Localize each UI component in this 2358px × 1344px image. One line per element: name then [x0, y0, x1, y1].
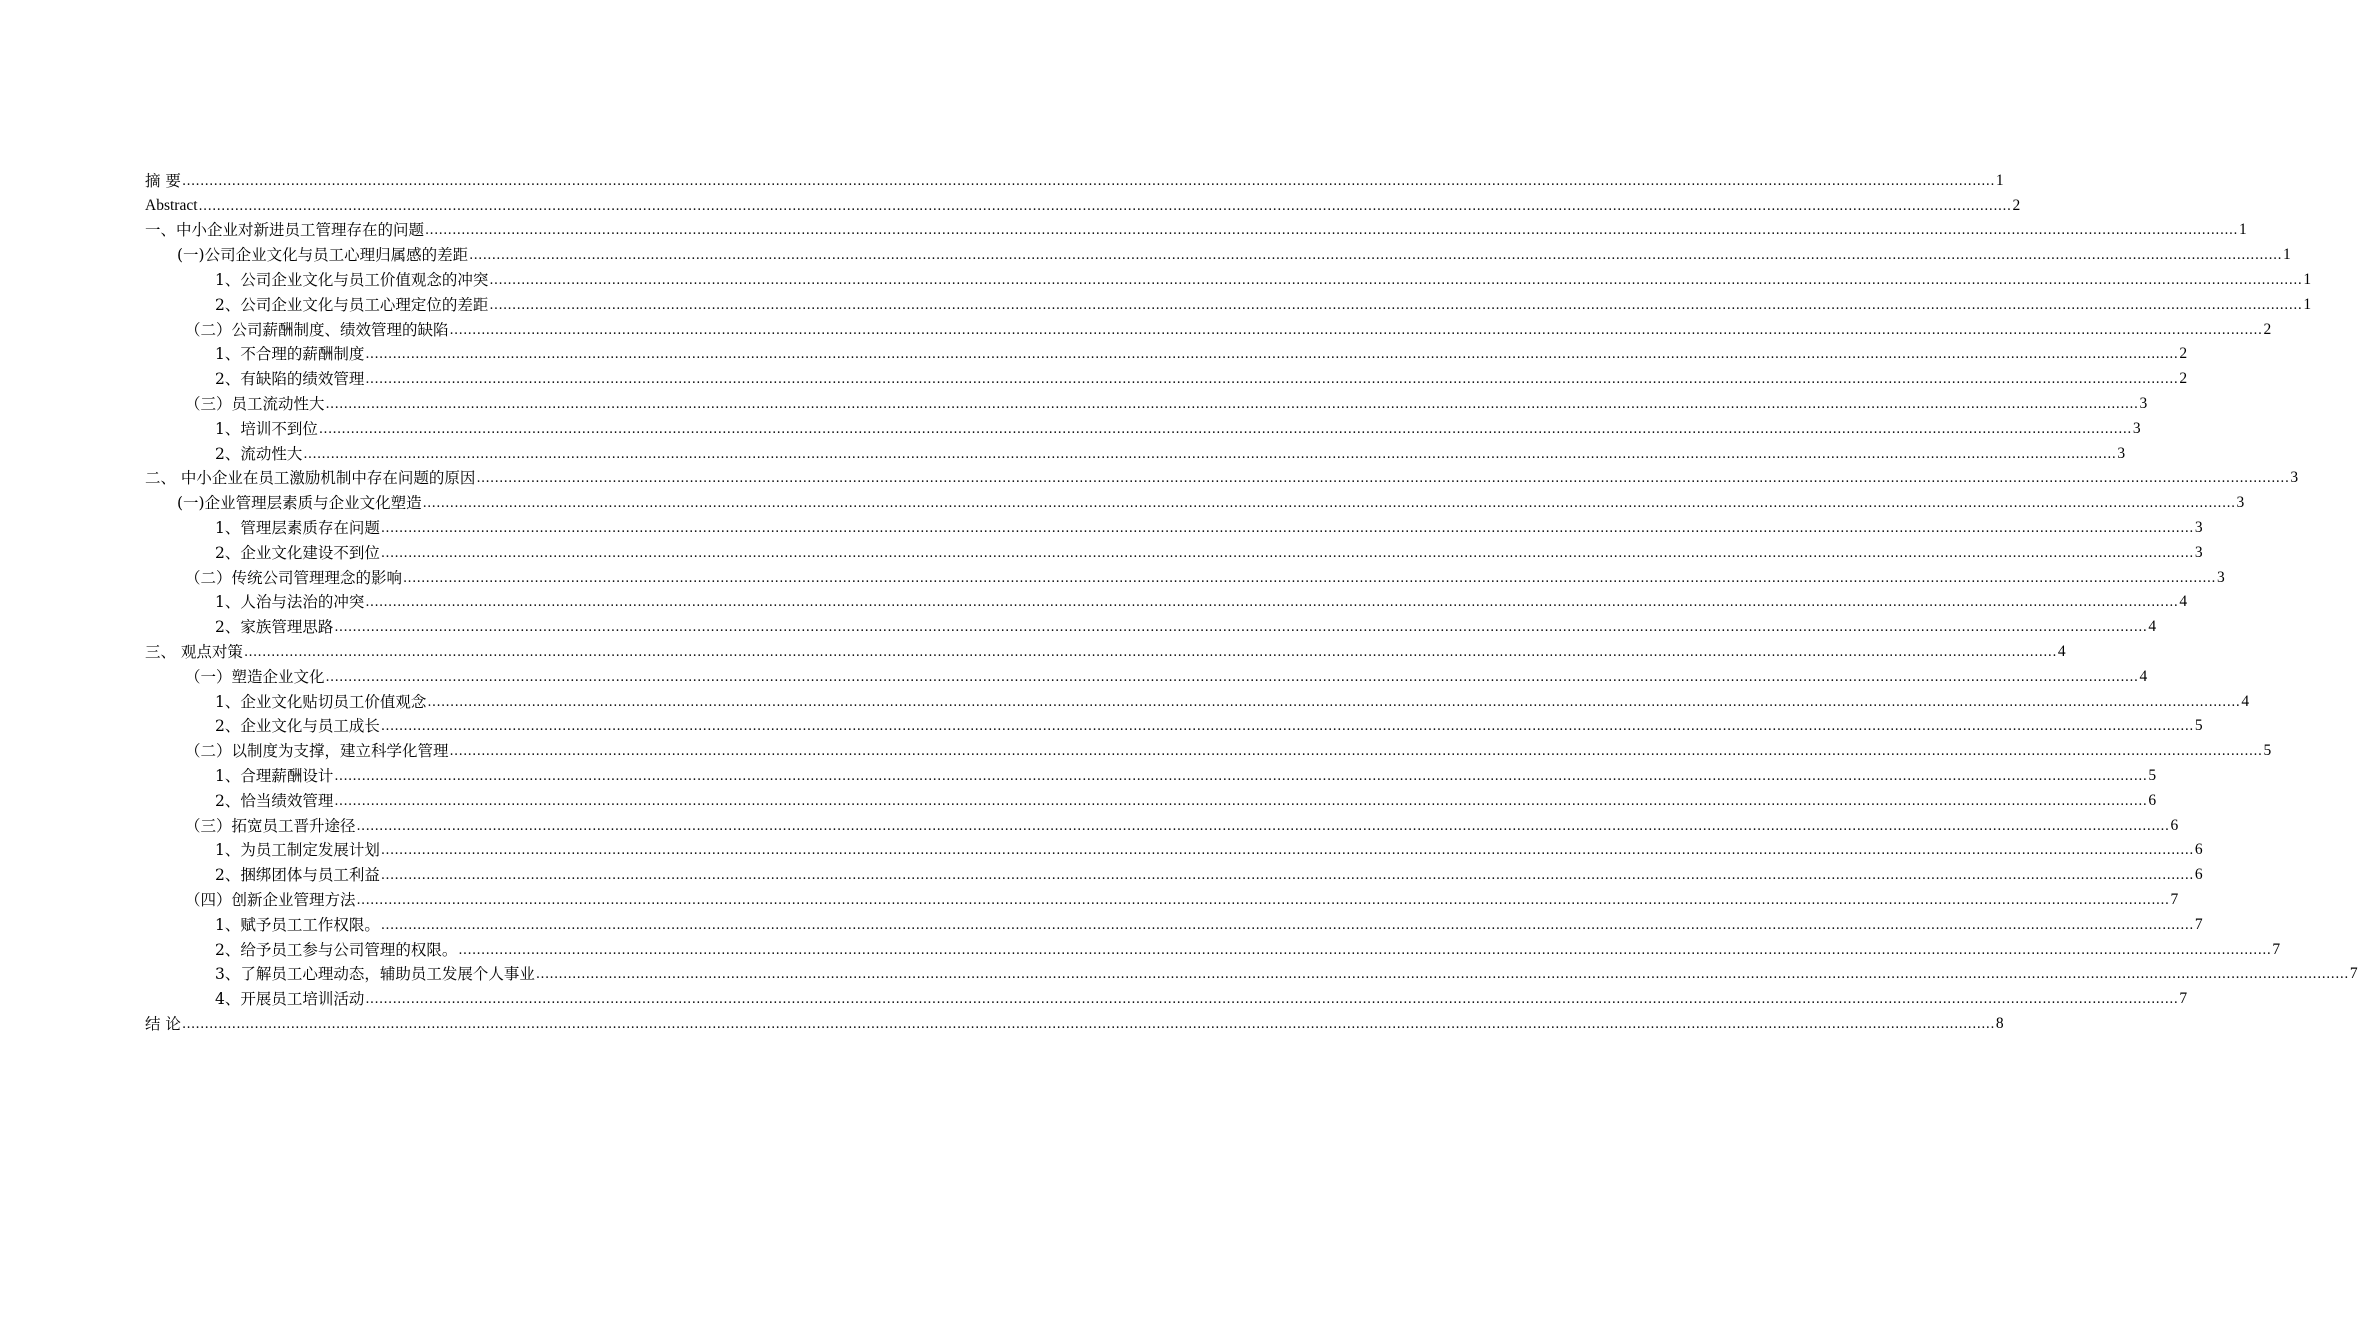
toc-entry[interactable] — [145, 389, 2148, 414]
toc-entry-page-number: 4 — [2179, 593, 2188, 611]
toc-dot-leader: ................................................................................................................................................................................................................................................................................................................................................................................................................ — [380, 868, 2194, 884]
toc-dot-leader: ................................................................................................................................................................................................................................................................................................................................................................................................................ — [380, 520, 2194, 536]
toc-entry-page-number: 6 — [2148, 791, 2157, 809]
toc-entry[interactable] — [145, 488, 2245, 513]
toc-dot-leader: ................................................................................................................................................................................................................................................................................................................................................................................................................ — [365, 595, 2179, 611]
toc-dot-leader: ................................................................................................................................................................................................................................................................................................................................................................................................................ — [318, 421, 2132, 437]
toc-dot-leader: ................................................................................................................................................................................................................................................................................................................................................................................................................ — [198, 198, 2012, 214]
toc-entry-title: Abstract — [145, 196, 198, 214]
toc-entry-page-number: 3 — [2290, 469, 2299, 487]
toc-entry[interactable] — [145, 885, 2179, 910]
toc-entry[interactable] — [145, 439, 2126, 464]
toc-entry[interactable] — [145, 315, 2272, 340]
toc-entry-page-number: 3 — [2194, 518, 2203, 536]
toc-dot-leader: ................................................................................................................................................................................................................................................................................................................................................................................................................ — [334, 620, 2148, 636]
toc-entry-page-number: 2 — [2012, 196, 2021, 214]
toc-entry[interactable] — [145, 340, 2188, 365]
toc-entry-page-number: 1 — [2303, 270, 2312, 288]
toc-entry-title: 1、公司企业文化与员工价值观念的冲突 — [215, 270, 489, 289]
toc-entry-page-number: 2 — [2179, 345, 2188, 363]
toc-entry-page-number: 3 — [2216, 568, 2225, 586]
toc-entry[interactable] — [145, 612, 2157, 637]
toc-entry-title: （二）以制度为支撑，建立科学化管理 — [185, 742, 449, 761]
toc-entry-page-number: 6 — [2170, 816, 2179, 834]
toc-dot-leader: ................................................................................................................................................................................................................................................................................................................................................................................................................ — [427, 694, 2241, 710]
toc-entry-title: 1、合理薪酬设计 — [215, 766, 334, 785]
toc-dot-leader: ................................................................................................................................................................................................................................................................................................................................................................................................................ — [449, 322, 2263, 338]
toc-dot-leader: ................................................................................................................................................................................................................................................................................................................................................................................................................ — [356, 818, 2170, 834]
toc-entry[interactable] — [145, 240, 2291, 265]
toc-entry[interactable] — [145, 265, 2312, 290]
toc-entry-title: 二、 中小企业在员工激励机制中存在问题的原因 — [145, 469, 476, 488]
toc-entry-page-number: 3 — [2194, 543, 2203, 561]
toc-entry[interactable] — [145, 687, 2250, 712]
toc-entry-title: 2、家族管理思路 — [215, 618, 334, 637]
toc-entry-title: （三）员工流动性大 — [185, 394, 325, 413]
toc-dot-leader: ................................................................................................................................................................................................................................................................................................................................................................................................................ — [449, 744, 2263, 760]
toc-entry-page-number: 7 — [2194, 915, 2203, 933]
toc-entry-title: 摘 要 — [145, 171, 181, 190]
toc-entry-title: （二）传统公司管理理念的影响 — [185, 568, 403, 587]
toc-entry-page-number: 1 — [2303, 295, 2312, 313]
toc-dot-leader: ................................................................................................................................................................................................................................................................................................................................................................................................................ — [489, 272, 2303, 288]
toc-entry[interactable] — [145, 166, 2004, 191]
toc-entry-page-number: 4 — [2057, 642, 2066, 660]
toc-entry[interactable] — [145, 290, 2312, 315]
toc-entry-page-number: 7 — [2170, 890, 2179, 908]
toc-entry-title: 1、人治与法治的冲突 — [215, 593, 365, 612]
toc-dot-leader: ................................................................................................................................................................................................................................................................................................................................................................................................................ — [365, 372, 2179, 388]
toc-entry-title: （三）拓宽员工晋升途径 — [185, 816, 356, 835]
toc-dot-leader: ................................................................................................................................................................................................................................................................................................................................................................................................................ — [243, 644, 2057, 660]
toc-entry-page-number: 2 — [2179, 370, 2188, 388]
toc-entry-title: 一、中小企业对新进员工管理存在的问题 — [145, 221, 425, 240]
toc-entry[interactable] — [145, 761, 2157, 786]
toc-entry-title: 4、开展员工培训活动 — [215, 990, 365, 1009]
toc-entry-page-number: 5 — [2194, 717, 2203, 735]
toc-entry-page-number: 7 — [2349, 965, 2358, 983]
toc-entry-title: 1、为员工制定发展计划 — [215, 841, 380, 860]
toc-dot-leader: ................................................................................................................................................................................................................................................................................................................................................................................................................ — [325, 396, 2139, 412]
toc-dot-leader: ................................................................................................................................................................................................................................................................................................................................................................................................................ — [469, 248, 2283, 264]
toc-entry-title: （四）创新企业管理方法 — [185, 890, 356, 909]
toc-entry[interactable] — [145, 836, 2203, 861]
toc-dot-leader: ................................................................................................................................................................................................................................................................................................................................................................................................................ — [422, 496, 2236, 512]
toc-dot-leader: ................................................................................................................................................................................................................................................................................................................................................................................................................ — [380, 545, 2194, 561]
toc-entry-title: (一)企业管理层素质与企业文化塑造 — [177, 494, 422, 513]
toc-entry[interactable] — [145, 364, 2188, 389]
toc-dot-leader: ................................................................................................................................................................................................................................................................................................................................................................................................................ — [489, 297, 2303, 313]
toc-entry-page-number: 3 — [2236, 494, 2245, 512]
toc-entry-title: 2、流动性大 — [215, 444, 303, 463]
toc-entry-title: 2、公司企业文化与员工心理定位的差距 — [215, 295, 489, 314]
toc-dot-leader: ................................................................................................................................................................................................................................................................................................................................................................................................................ — [365, 992, 2179, 1008]
toc-entry[interactable] — [145, 588, 2188, 613]
toc-entry-title: 1、不合理的薪酬制度 — [215, 345, 365, 364]
toc-dot-leader: ................................................................................................................................................................................................................................................................................................................................................................................................................ — [303, 446, 2117, 462]
toc-entry-page-number: 5 — [2263, 742, 2272, 760]
toc-entry[interactable] — [145, 191, 2021, 216]
toc-entry-page-number: 2 — [2263, 320, 2272, 338]
toc-entry-page-number: 3 — [2139, 394, 2148, 412]
toc-entry-title: 2、恰当绩效管理 — [215, 791, 334, 810]
toc-entry-title: 1、培训不到位 — [215, 419, 318, 438]
toc-dot-leader: ................................................................................................................................................................................................................................................................................................................................................................................................................ — [325, 669, 2139, 685]
toc-entry[interactable] — [145, 736, 2272, 761]
toc-entry-title: 2、企业文化与员工成长 — [215, 717, 380, 736]
toc-entry-title: 1、管理层素质存在问题 — [215, 518, 380, 537]
toc-entry-title: 1、企业文化贴切员工价值观念 — [215, 692, 427, 711]
toc-entry-page-number: 3 — [2117, 444, 2126, 462]
toc-entry-title: 3、了解员工心理动态，辅助员工发展个人事业 — [215, 965, 535, 984]
toc-entry[interactable] — [145, 935, 2281, 960]
toc-entry-page-number: 4 — [2139, 667, 2148, 685]
toc-entry[interactable] — [145, 811, 2179, 836]
toc-entry-page-number: 6 — [2194, 866, 2203, 884]
toc-dot-leader: ................................................................................................................................................................................................................................................................................................................................................................................................................ — [403, 570, 2216, 586]
toc-entry-title: （一）塑造企业文化 — [185, 667, 325, 686]
toc-entry-page-number: 1 — [1995, 171, 2004, 189]
toc-dot-leader: ................................................................................................................................................................................................................................................................................................................................................................................................................ — [380, 719, 2194, 735]
toc-entry[interactable] — [145, 1009, 2004, 1034]
toc-entry[interactable] — [145, 712, 2203, 737]
toc-entry[interactable] — [145, 860, 2203, 885]
toc-entry[interactable] — [145, 637, 2066, 662]
toc-entry-title: 结 论 — [145, 1014, 181, 1033]
toc-entry[interactable] — [145, 984, 2188, 1009]
toc-entry-page-number: 4 — [2148, 618, 2157, 636]
toc-entry-page-number: 5 — [2148, 766, 2157, 784]
toc-entry[interactable] — [145, 563, 2225, 588]
toc-entry[interactable] — [145, 464, 2299, 489]
toc-entry-page-number: 1 — [2238, 221, 2247, 239]
toc-dot-leader: ................................................................................................................................................................................................................................................................................................................................................................................................................ — [535, 967, 2349, 983]
toc-dot-leader: ................................................................................................................................................................................................................................................................................................................................................................................................................ — [181, 1016, 1995, 1032]
toc-entry-title: 1、赋予员工工作权限。 — [215, 915, 380, 934]
toc-dot-leader: ................................................................................................................................................................................................................................................................................................................................................................................................................ — [380, 917, 2194, 933]
toc-entry[interactable] — [145, 910, 2203, 935]
toc-entry[interactable] — [145, 216, 2247, 241]
toc-entry-title: 2、给予员工参与公司管理的权限。 — [215, 940, 458, 959]
toc-entry-page-number: 8 — [1995, 1014, 2004, 1032]
toc-entry[interactable] — [145, 538, 2203, 563]
toc-entry-page-number: 4 — [2241, 692, 2250, 710]
toc-entry[interactable] — [145, 960, 2358, 985]
toc-entry-title: (一)公司企业文化与员工心理归属感的差距 — [177, 246, 469, 265]
table-of-contents — [145, 166, 2358, 1034]
toc-dot-leader: ................................................................................................................................................................................................................................................................................................................................................................................................................ — [334, 768, 2148, 784]
toc-entry[interactable] — [145, 414, 2141, 439]
toc-dot-leader: ................................................................................................................................................................................................................................................................................................................................................................................................................ — [425, 223, 2238, 239]
toc-dot-leader: ................................................................................................................................................................................................................................................................................................................................................................................................................ — [365, 347, 2179, 363]
toc-entry-title: 三、 观点对策 — [145, 642, 243, 661]
toc-entry-title: 2、企业文化建设不到位 — [215, 543, 380, 562]
toc-entry[interactable] — [145, 513, 2203, 538]
toc-entry-page-number: 7 — [2272, 940, 2281, 958]
toc-entry[interactable] — [145, 662, 2148, 687]
toc-dot-leader: ................................................................................................................................................................................................................................................................................................................................................................................................................ — [476, 471, 2290, 487]
toc-entry[interactable] — [145, 786, 2157, 811]
toc-dot-leader: ................................................................................................................................................................................................................................................................................................................................................................................................................ — [334, 793, 2148, 809]
toc-entry-page-number: 3 — [2132, 419, 2141, 437]
toc-entry-page-number: 7 — [2179, 990, 2188, 1008]
toc-dot-leader: ................................................................................................................................................................................................................................................................................................................................................................................................................ — [181, 173, 1995, 189]
toc-entry-title: （二）公司薪酬制度、绩效管理的缺陷 — [185, 320, 449, 339]
toc-entry-page-number: 1 — [2283, 246, 2291, 264]
toc-entry-title: 2、有缺陷的绩效管理 — [215, 370, 365, 389]
toc-entry-title: 2、捆绑团体与员工利益 — [215, 866, 380, 885]
toc-entry-page-number: 6 — [2194, 841, 2203, 859]
toc-dot-leader: ................................................................................................................................................................................................................................................................................................................................................................................................................ — [356, 892, 2170, 908]
toc-dot-leader: ................................................................................................................................................................................................................................................................................................................................................................................................................ — [458, 942, 2272, 958]
toc-dot-leader: ................................................................................................................................................................................................................................................................................................................................................................................................................ — [380, 843, 2194, 859]
